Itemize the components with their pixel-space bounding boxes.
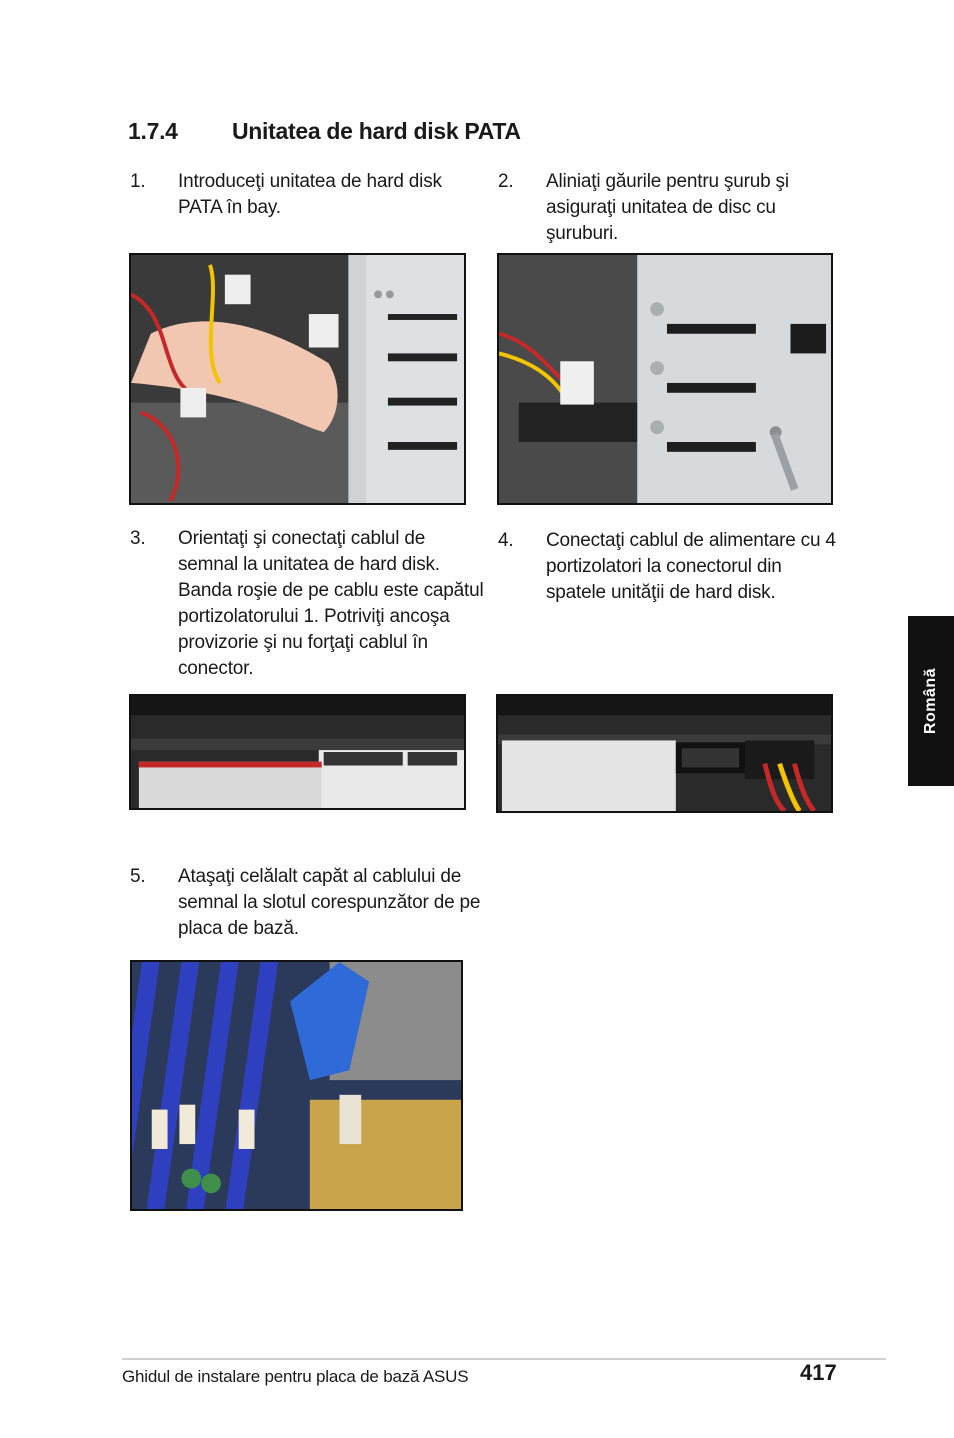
- language-tab-label: Română: [922, 667, 939, 735]
- photo-secure-screws: [497, 253, 833, 505]
- page-number: 417: [800, 1360, 837, 1385]
- photo-motherboard-slot: [130, 960, 463, 1211]
- footer-text: Ghidul de instalare pentru placa de bază ASUS: [122, 1367, 469, 1386]
- photo-insert-hdd: [129, 253, 466, 505]
- step-number: 5.: [130, 866, 146, 887]
- photo-signal-cable: [129, 694, 466, 810]
- section-title: Unitatea de hard disk PATA: [232, 118, 521, 144]
- section-number: 1.7.4: [128, 118, 178, 144]
- step-text: Ataşaţi celălalt capăt al cablului de semnal la slotul corespunzător de pe placa de bază.: [178, 866, 481, 939]
- step-text: Aliniaţi găurile pentru şurub şi asiguraţi unitatea de disc cu şuruburi.: [546, 171, 789, 244]
- step-3: [130, 526, 490, 686]
- photo-power-cable: [496, 694, 833, 813]
- step-number: 1.: [130, 171, 146, 192]
- language-tab: [908, 616, 954, 786]
- step-text: Introduceţi unitatea de hard disk PATA în bay.: [178, 171, 442, 218]
- step-number: 4.: [498, 530, 514, 551]
- step-2: [498, 169, 843, 249]
- step-5: [130, 864, 500, 944]
- step-text: Orientaţi şi conectaţi cablul de semnal la unitatea de hard disk. Banda roşie de pe cablu este capătul portizolatorului 1. Potriviţi ancoşa provizorie şi nu forţaţi cablul în conector.: [178, 528, 484, 679]
- step-text: Conectaţi cablul de alimentare cu 4 portizolatori la conectorul din spatele unităţii de hard disk.: [546, 530, 836, 603]
- section-heading: [128, 118, 521, 145]
- footer-rule: [122, 1358, 886, 1360]
- step-1: [130, 169, 475, 229]
- step-4: [498, 528, 843, 608]
- step-number: 2.: [498, 171, 514, 192]
- step-number: 3.: [130, 528, 146, 549]
